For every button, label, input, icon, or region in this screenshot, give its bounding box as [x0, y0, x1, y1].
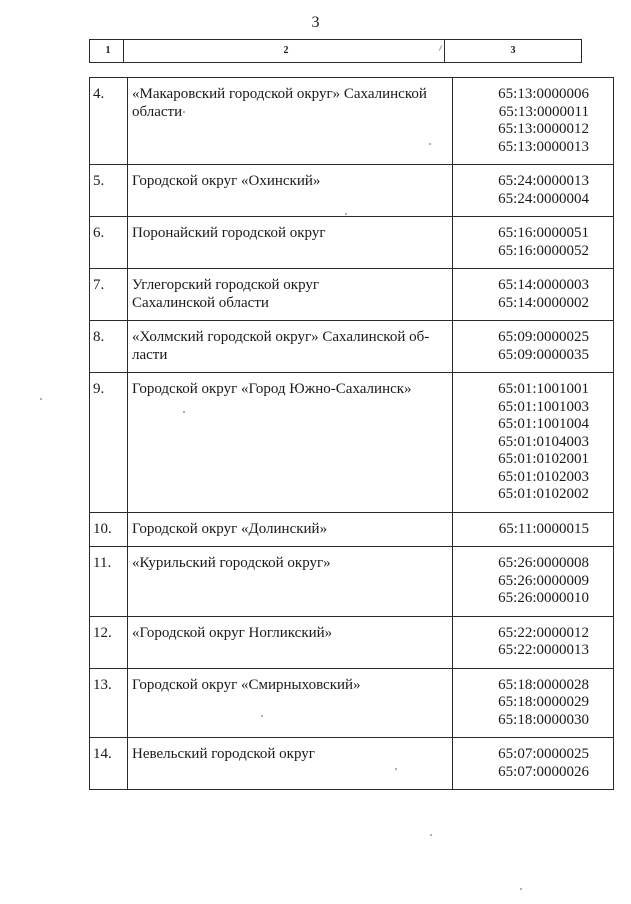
- cadastral-codes: [453, 616, 614, 668]
- row-number: 10.: [90, 512, 128, 547]
- row-number: 7.: [90, 269, 128, 321]
- cadastral-codes: [453, 269, 614, 321]
- municipality-name: [128, 616, 453, 668]
- municipality-name-line: «Холмский городской округ» Сахалинской об-: [132, 329, 430, 345]
- municipality-name-line: Городской округ «Долинский»: [132, 520, 328, 537]
- cadastral-code: 65:16:0000051: [498, 225, 589, 241]
- scan-speck: [395, 768, 397, 770]
- cadastral-codes: [453, 668, 614, 738]
- cadastral-code: 65:22:0000012: [498, 624, 589, 641]
- row-number: 14.: [90, 738, 128, 790]
- row-number: 11.: [90, 547, 128, 617]
- cadastral-code: 65:24:0000004: [498, 190, 589, 207]
- scan-speck: [429, 143, 431, 145]
- municipality-name: [128, 547, 453, 617]
- header-col-2: 2: [124, 40, 445, 63]
- row-number: 13.: [90, 668, 128, 738]
- table-row: [90, 616, 614, 668]
- cadastral-codes: [453, 547, 614, 617]
- cadastral-codes: [453, 373, 614, 513]
- table-row: [90, 78, 614, 165]
- scan-speck: [183, 411, 185, 413]
- municipality-name-line: Углегорский городской округ: [132, 277, 320, 293]
- row-number: 8.: [90, 321, 128, 373]
- cadastral-codes: [453, 512, 614, 547]
- row-number: 9.: [90, 373, 128, 513]
- row-number: 6.: [90, 217, 128, 269]
- cadastral-code: 65:13:0000006: [498, 86, 589, 102]
- municipality-name-line: Городской округ «Охинский»: [132, 173, 321, 189]
- scan-speck: [183, 111, 185, 113]
- municipality-name: [128, 668, 453, 738]
- header-col-3: 3: [445, 40, 582, 63]
- table-row: [90, 738, 614, 790]
- cadastral-code: 65:13:0000012: [498, 121, 589, 137]
- table-row: [90, 668, 614, 738]
- cadastral-code: 65:07:0000026: [498, 763, 589, 780]
- municipality-name: [128, 165, 453, 217]
- municipality-name: [128, 512, 453, 547]
- cadastral-code: 65:16:0000052: [498, 242, 589, 259]
- row-number: 4.: [90, 78, 128, 165]
- municipality-name: [128, 373, 453, 513]
- municipality-name-line: Городской округ «Город Южно-Сахалинск»: [132, 381, 412, 397]
- scan-speck: [430, 834, 432, 836]
- cadastral-code: 65:26:0000010: [498, 590, 589, 606]
- municipality-name-line: Сахалинской области: [132, 294, 269, 311]
- row-number: 12.: [90, 616, 128, 668]
- cadastral-code: 65:18:0000029: [498, 694, 589, 710]
- header-col-1: 1: [90, 40, 124, 63]
- cadastral-code: 65:01:0102003: [498, 468, 589, 485]
- scan-speck: [40, 398, 42, 400]
- cadastral-codes: [453, 217, 614, 269]
- municipality-name: [128, 738, 453, 790]
- cadastral-code: 65:24:0000013: [498, 173, 589, 189]
- table-row: [90, 373, 614, 513]
- table-body: [90, 78, 614, 790]
- cadastral-code: 65:09:0000035: [498, 346, 589, 363]
- page-number: 3: [311, 14, 320, 31]
- scan-speck: [345, 213, 347, 215]
- table-row: [90, 165, 614, 217]
- cadastral-code: 65:01:0104003: [498, 433, 589, 450]
- municipality-name-line: ласти: [132, 346, 168, 363]
- cadastral-code: 65:11:0000015: [498, 520, 589, 537]
- cadastral-code: 65:01:1001003: [498, 398, 589, 415]
- municipality-name-line: «Городской округ Ногликский»: [132, 624, 333, 641]
- cadastral-code: 65:09:0000025: [498, 329, 589, 345]
- cadastral-code: 65:13:0000011: [498, 103, 589, 120]
- municipality-name: [128, 217, 453, 269]
- municipality-name: [128, 78, 453, 165]
- cadastral-code: 65:26:0000008: [498, 555, 589, 571]
- cadastral-code: 65:01:0102001: [498, 451, 589, 467]
- cadastral-code: 65:22:0000013: [498, 642, 589, 658]
- cadastral-code: 65:01:0102002: [498, 486, 589, 502]
- cadastral-code: 65:01:1001004: [498, 416, 589, 432]
- municipality-name-line: «Макаровский городской округ» Сахалинской: [132, 86, 427, 102]
- table-row: [90, 512, 614, 547]
- scan-speck: [261, 715, 263, 717]
- municipality-name-line: области: [132, 103, 183, 120]
- row-number: 5.: [90, 165, 128, 217]
- header-table: [89, 39, 582, 63]
- cadastral-code: 65:13:0000013: [498, 138, 589, 155]
- municipality-name-line: Городской округ «Смирныховский»: [132, 676, 361, 693]
- municipality-name: [128, 321, 453, 373]
- cadastral-codes: [453, 738, 614, 790]
- table-row: [90, 217, 614, 269]
- cadastral-codes: [453, 165, 614, 217]
- cadastral-code: 65:01:1001001: [498, 381, 589, 397]
- municipality-name: [128, 269, 453, 321]
- municipalities-table: [89, 77, 614, 790]
- cadastral-code: 65:07:0000025: [498, 746, 589, 762]
- cadastral-code: 65:14:0000003: [498, 277, 589, 293]
- header-row: [90, 40, 582, 63]
- municipality-name-line: «Курильский городской округ»: [132, 555, 331, 571]
- cadastral-code: 65:14:0000002: [498, 294, 589, 311]
- table-row: [90, 269, 614, 321]
- cadastral-codes: [453, 321, 614, 373]
- cadastral-codes: [453, 78, 614, 165]
- scan-speck: [520, 888, 522, 890]
- cadastral-code: 65:18:0000030: [498, 711, 589, 728]
- table-row: [90, 321, 614, 373]
- municipality-name-line: Поронайский городской округ: [132, 225, 326, 241]
- municipality-name-line: Невельский городской округ: [132, 746, 315, 762]
- cadastral-code: 65:26:0000009: [498, 572, 589, 589]
- table-row: [90, 547, 614, 617]
- cadastral-code: 65:18:0000028: [498, 676, 589, 693]
